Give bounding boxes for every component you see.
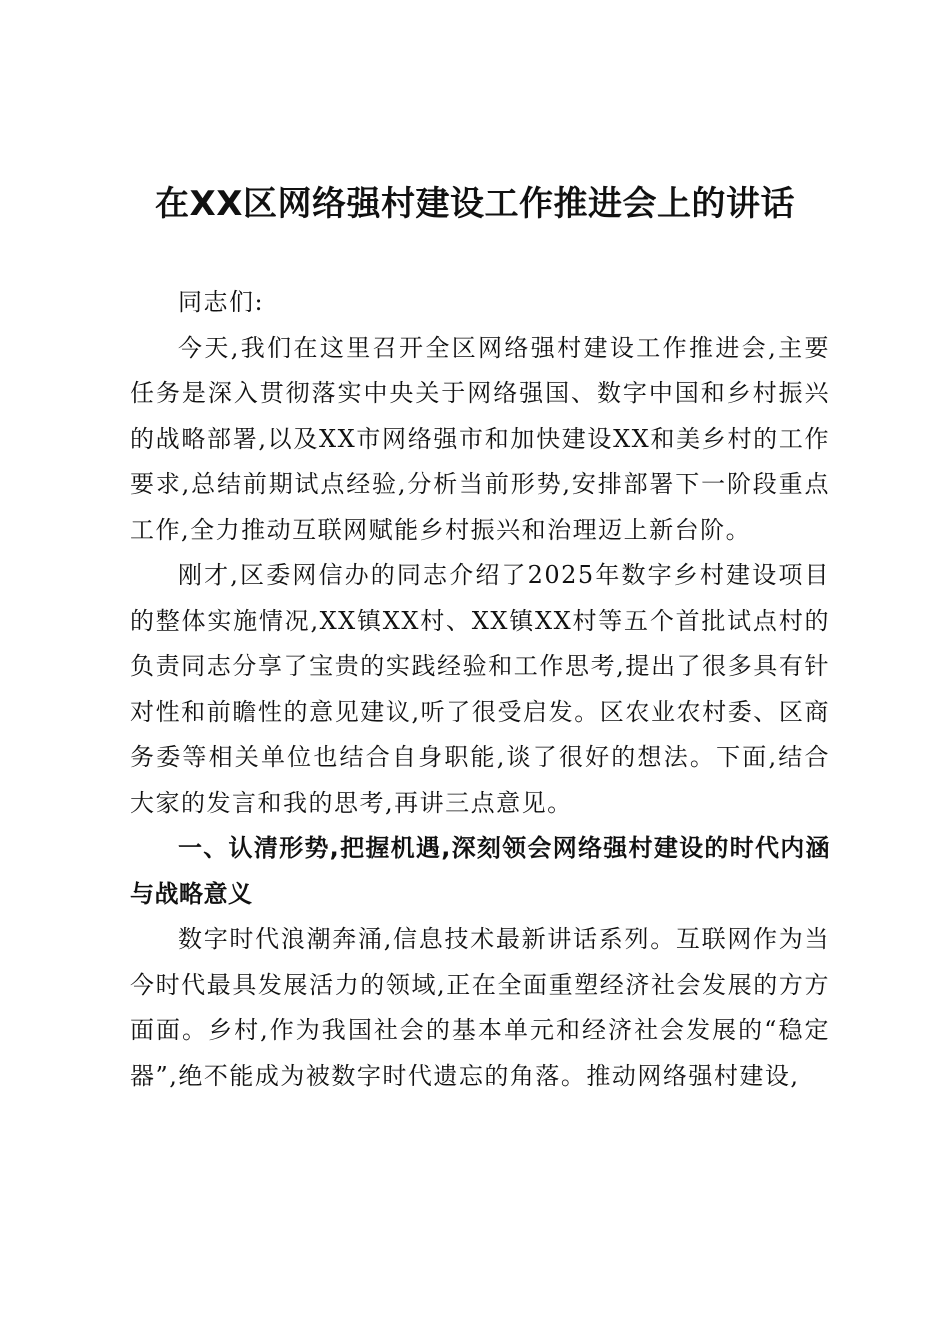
paragraph-review: 刚才,区委网信办的同志介绍了2025年数字乡村建设项目的整体实施情况,XX镇XX村、XX镇XX村等五个首批试点村的负责同志分享了宝贵的实践经验和工作思考,提出了很多具有针对性和前瞻性的意见建议,听了很受启发。区农业农村委、区商务委等相关单位也结合自身职能,谈了很好的想法。下面,结合大家的发言和我的思考,再讲三点意见。: [130, 561, 830, 817]
document-body: [130, 280, 830, 1099]
salutation: 同志们:: [178, 288, 265, 316]
document-title: 在XX区网络强村建设工作推进会上的讲话: [155, 184, 795, 224]
paragraph-opening: 今天,我们在这里召开全区网络强村建设工作推进会,主要任务是深入贯彻落实中央关于网络强国、数字中国和乡村振兴的战略部署,以及XX市网络强市和加快建设XX和美乡村的工作要求,总结前期试点经验,分析当前形势,安排部署下一阶段重点工作,全力推动互联网赋能乡村振兴和治理迈上新台阶。: [130, 333, 830, 544]
section-1-paragraph: 数字时代浪潮奔涌,信息技术最新讲话系列。互联网作为当今时代最具发展活力的领域,正在全面重塑经济社会发展的方方面面。乡村,作为我国社会的基本单元和经济社会发展的“稳定器”,绝不能成为被数字时代遗忘的角落。推动网络强村建设,: [130, 925, 830, 1090]
section-heading-1: 一、认清形势,把握机遇,深刻领会网络强村建设的时代内涵与战略意义: [130, 834, 830, 908]
